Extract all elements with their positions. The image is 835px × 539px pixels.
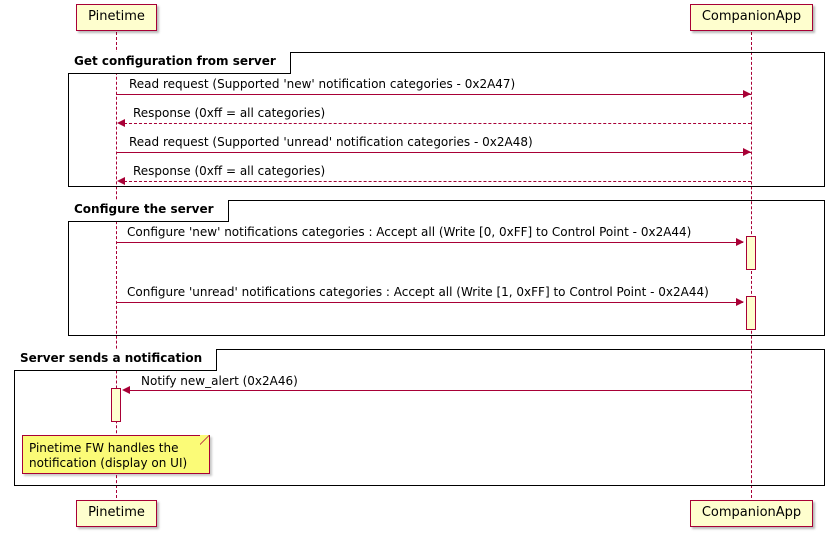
note-line-2: notification (display on UI) [29, 456, 188, 470]
participant-pinetime-top[interactable] [76, 4, 157, 31]
participant-companionapp-bottom[interactable] [690, 500, 813, 527]
message-label-configure-unread-categories: Configure 'unread' notifications categories : Accept all (Write [1, 0xFF] to Control Point - 0x2A44) [127, 285, 709, 299]
arrow-head-response-new-categories [117, 119, 125, 127]
group-label-get-configuration: Get configuration from server [68, 52, 291, 74]
participant-companionapp-top[interactable] [690, 4, 813, 31]
message-line-read-new-categories [116, 94, 751, 95]
message-line-configure-new-categories [116, 242, 743, 243]
message-label-notify-new-alert: Notify new_alert (0x2A46) [141, 374, 298, 388]
note-line-1: Pinetime FW handles the [29, 441, 179, 455]
activation-companionapp-configure-new [746, 236, 756, 270]
message-line-response-new-categories [124, 123, 751, 124]
note-fold-inner-icon [200, 435, 209, 444]
arrow-head-response-unread-categories [117, 177, 125, 185]
message-label-response-unread-categories: Response (0xff = all categories) [133, 164, 326, 178]
group-label-server-sends-notification: Server sends a notification [14, 349, 217, 371]
arrow-head-configure-unread-categories [736, 298, 744, 306]
participant-label: Pinetime [88, 9, 145, 24]
message-line-configure-unread-categories [116, 302, 743, 303]
message-label-configure-new-categories: Configure 'new' notifications categories : Accept all (Write [0, 0xFF] to Control Point - 0x2A44) [127, 225, 692, 239]
group-label-configure-server: Configure the server [68, 200, 229, 222]
message-label-response-new-categories: Response (0xff = all categories) [133, 106, 326, 120]
message-label-read-new-categories: Read request (Supported 'new' notification categories - 0x2A47) [129, 77, 516, 91]
message-line-notify-new-alert [129, 390, 751, 391]
activation-companionapp-configure-unread [746, 296, 756, 330]
participant-pinetime-bottom[interactable] [76, 500, 157, 527]
participant-label: Pinetime [88, 505, 145, 520]
activation-pinetime-notify [111, 388, 121, 422]
message-line-read-unread-categories [116, 152, 751, 153]
arrow-head-configure-new-categories [736, 238, 744, 246]
note-pinetime-handles-notification [22, 435, 210, 474]
arrow-head-read-new-categories [743, 90, 751, 98]
participant-label: CompanionApp [701, 9, 802, 24]
arrow-head-notify-new-alert [122, 386, 130, 394]
participant-label: CompanionApp [701, 505, 802, 520]
message-label-read-unread-categories: Read request (Supported 'unread' notification categories - 0x2A48) [129, 135, 533, 149]
message-line-response-unread-categories [124, 181, 751, 182]
arrow-head-read-unread-categories [743, 148, 751, 156]
